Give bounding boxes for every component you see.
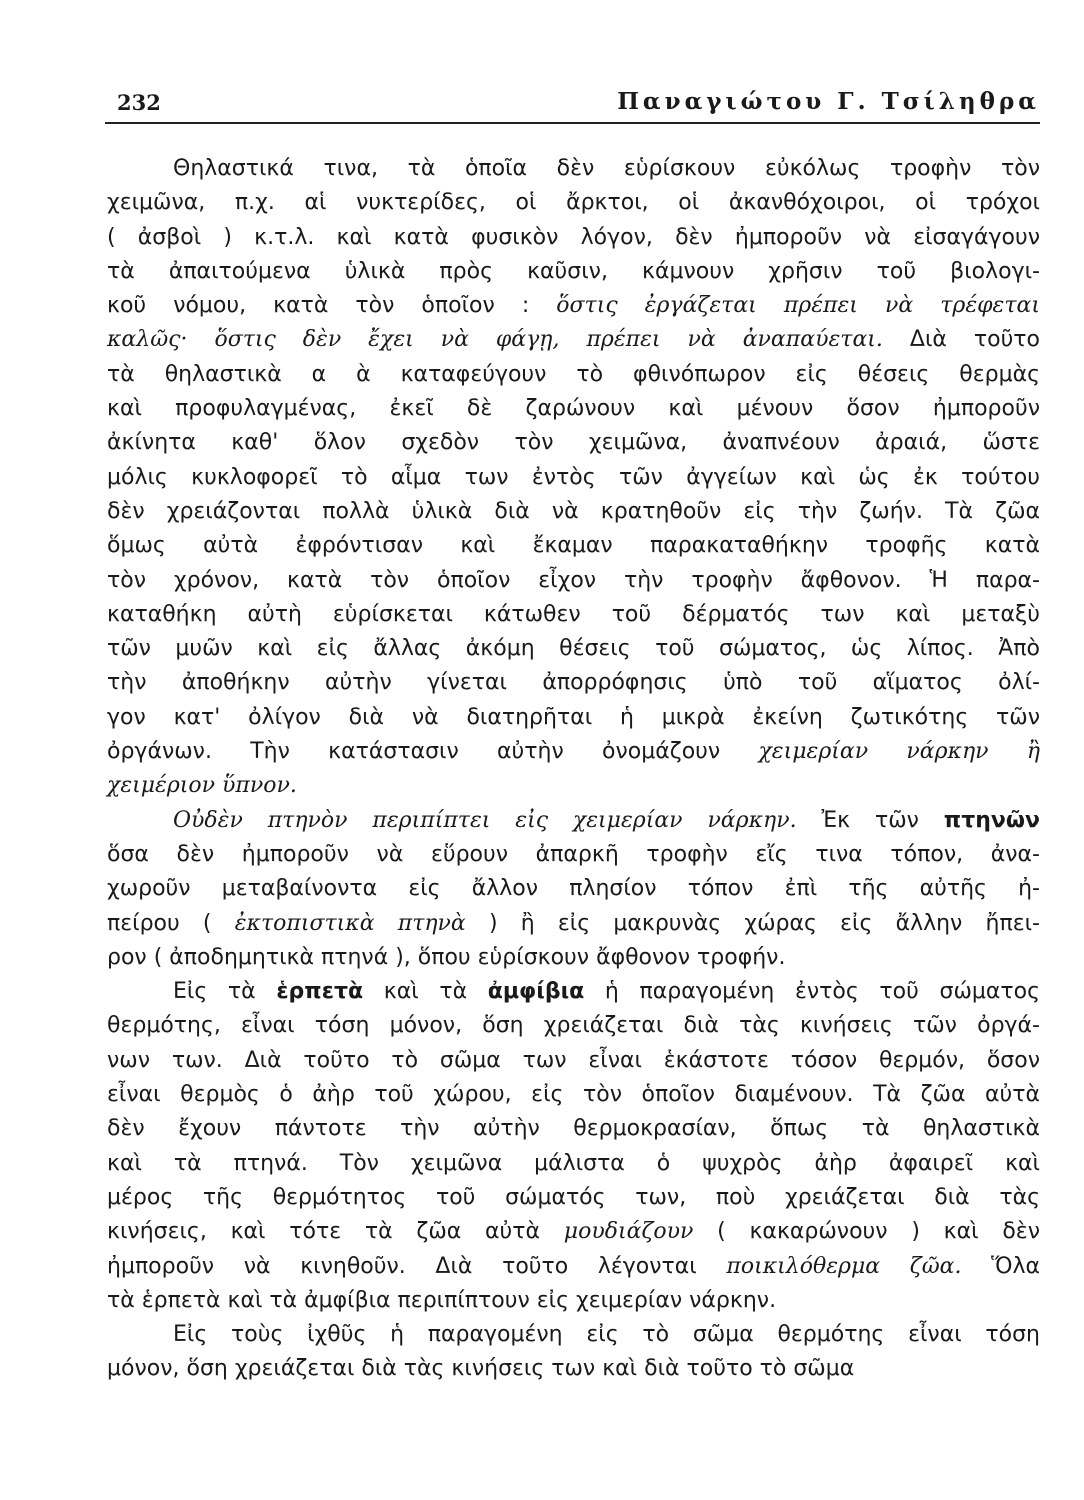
text-line (107, 564, 1040, 598)
text-span: ἡ παραγομένη ἐντὸς τοῦ σώματος (584, 979, 1040, 1005)
text-span: μόνον, ὅση χρειάζεται διὰ τὰς κινήσεις των καὶ διὰ τοῦτο τὸ σῶμα (107, 1356, 855, 1382)
text-line (107, 392, 1040, 426)
text-line (107, 975, 1040, 1009)
italic-span: χειμέριον ὕπνον. (107, 773, 297, 799)
text-span: ἀκίνητα καθ' ὅλον σχεδὸν τὸν χειμῶνα, ἀναπνέουν ἀραιά, ὥστε (107, 430, 1040, 456)
page-number: 232 (117, 90, 161, 115)
text-span: ὅσα δὲν ἠμποροῦν νὰ εὕρουν ἀπαρκῆ τροφὴν εἴς τινα τόπον, ἀνα- (107, 841, 1040, 867)
text-line (107, 941, 1040, 975)
text-span: εἶναι θερμὸς ὁ ἀὴρ τοῦ χώρου, εἰς τὸν ὁποῖον διαμένουν. Τὰ ζῶα αὐτὰ (107, 1082, 1040, 1108)
text-line (107, 221, 1040, 255)
text-span: Ὅλα (961, 1253, 1041, 1279)
italic-span: ὅστις ἐργάζεται πρέπει νὰ τρέφεται (556, 293, 1040, 319)
bold-span: πτηνῶν (943, 807, 1040, 833)
text-line (107, 289, 1040, 323)
text-span: ( κακαρώνουν ) καὶ δὲν (693, 1219, 1040, 1245)
text-span: ὀργάνων. Τὴν κατάστασιν αὐτὴν ὀνομάζουν (107, 739, 759, 765)
page-header (105, 88, 1040, 124)
italic-span: Οὐδὲν πτηνὸν περιπίπτει εἰς χειμερίαν νάρκην. (173, 807, 797, 833)
text-line (107, 461, 1040, 495)
text-line (107, 1044, 1040, 1078)
text-span: χειμῶνα, π.χ. αἱ νυκτερίδες, οἱ ἄρκτοι, οἱ ἀκανθόχοιροι, οἱ τρόχοι (107, 190, 1040, 216)
text-line (107, 1147, 1040, 1181)
text-span: ) ἢ εἰς μακρυνὰς χώρας εἰς ἄλλην ἤπει- (465, 910, 1040, 936)
text-line (107, 1284, 1040, 1318)
text-line (107, 1078, 1040, 1112)
text-span: μόλις κυκλοφορεῖ τὸ αἷμα των ἐντὸς τῶν ἀγγείων καὶ ὡς ἐκ τούτου (107, 464, 1040, 490)
text-line (107, 186, 1040, 220)
text-span: καὶ τὰ πτηνά. Τὸν χειμῶνα μάλιστα ὁ ψυχρὸς ἀὴρ ἀφαιρεῖ καὶ (107, 1150, 1040, 1176)
text-span: τῶν μυῶν καὶ εἰς ἄλλας ἀκόμη θέσεις τοῦ σώματος, ὡς λίπος. Ἀπὸ (107, 636, 1040, 662)
text-line (107, 769, 1040, 803)
text-line (107, 358, 1040, 392)
text-line (107, 872, 1040, 906)
text-line (107, 804, 1040, 838)
text-span: κοῦ νόμου, κατὰ τὸν ὁποῖον : (107, 293, 557, 319)
text-span: τὴν ἀποθήκην αὐτὴν γίνεται ἀπορρόφησις ὑπὸ τοῦ αἵματος ὀλί- (107, 670, 1040, 696)
body-text (107, 152, 1040, 1387)
text-span: καὶ προφυλαγμένας, ἐκεῖ δὲ ζαρώνουν καὶ μένουν ὅσον ἠμποροῦν (107, 396, 1040, 422)
text-span: Εἰς τοὺς ἰχθῦς ἡ παραγομένη εἰς τὸ σῶμα θερμότης εἶναι τόση (173, 1322, 1040, 1348)
text-line (107, 632, 1040, 666)
text-span: Θηλαστικά τινα, τὰ ὁποῖα δὲν εὑρίσκουν εὐκόλως τροφὴν τὸν (173, 156, 1040, 181)
text-line (107, 323, 1040, 357)
text-line (107, 907, 1040, 941)
italic-span: ποικιλόθερμα ζῶα. (726, 1253, 962, 1279)
text-span: νων των. Διὰ τοῦτο τὸ σῶμα των εἶναι ἑκάστοτε τόσον θερμόν, ὅσον (107, 1047, 1040, 1073)
text-line (107, 1112, 1040, 1146)
text-line (107, 1352, 1040, 1386)
text-span: μέρος τῆς θερμότητος τοῦ σώματός των, ποὺ χρειάζεται διὰ τὰς (107, 1184, 1040, 1210)
running-title: Παναγιώτου Γ. Τσίληθρα (617, 88, 1040, 115)
text-line (107, 255, 1040, 289)
text-span: τὰ ἀπαιτούμενα ὑλικὰ πρὸς καῦσιν, κάμνουν χρῆσιν τοῦ βιολογι- (107, 258, 1040, 284)
text-span: θερμότης, εἶναι τόση μόνον, ὅση χρειάζεται διὰ τὰς κινήσεις τῶν ὀργά- (107, 1013, 1040, 1039)
text-line (107, 666, 1040, 700)
italic-span: ἐκτοπιστικὰ πτηνὰ (234, 910, 466, 936)
bold-span: ἑρπετὰ (276, 979, 364, 1005)
text-line (107, 1250, 1040, 1284)
text-span: δὲν χρειάζονται πολλὰ ὑλικὰ διὰ νὰ κρατηθοῦν εἰς τὴν ζωήν. Τὰ ζῶα (107, 498, 1040, 524)
text-span: ( ἀσβοὶ ) κ.τ.λ. καὶ κατὰ φυσικὸν λόγον, δὲν ἠμποροῦν νὰ εἰσαγάγουν (107, 224, 1040, 250)
text-line (107, 598, 1040, 632)
italic-span: χειμερίαν νάρκην ἢ (758, 739, 1040, 765)
text-line (107, 495, 1040, 529)
text-span: τὰ θηλαστικὰ α ὰ καταφεύγουν τὸ φθινόπωρον εἰς θέσεις θερμὰς (107, 361, 1040, 387)
text-line (107, 838, 1040, 872)
text-span: τὰ ἑρπετὰ καὶ τὰ ἀμφίβια περιπίπτουν εἰς χειμερίαν νάρκην. (107, 1287, 777, 1313)
text-span: ἠμποροῦν νὰ κινηθοῦν. Διὰ τοῦτο λέγονται (107, 1253, 727, 1279)
text-line (107, 1215, 1040, 1249)
italic-span: καλῶς· ὅστις δὲν ἔχει νὰ φάγῃ, πρέπει νὰ ἀναπαύεται. (107, 327, 883, 353)
italic-span: μουδιάζουν (563, 1219, 694, 1245)
text-span: γον κατ' ὀλίγον διὰ νὰ διατηρῆται ἡ μικρὰ ἐκείνη ζωτικότης τῶν (107, 704, 1040, 730)
text-span: Διὰ τοῦτο (882, 327, 1041, 353)
text-span: πείρου ( (107, 910, 235, 936)
text-line (107, 701, 1040, 735)
text-line (107, 152, 1040, 186)
text-span: ὅμως αὐτὰ ἐφρόντισαν καὶ ἔκαμαν παρακαταθήκην τροφῆς κατὰ (107, 533, 1040, 559)
text-span: Ἐκ τῶν (796, 807, 944, 833)
bold-span: ἀμφίβια (487, 979, 585, 1005)
text-span: δὲν ἔχουν πάντοτε τὴν αὐτὴν θερμοκρασίαν, ὅπως τὰ θηλαστικὰ (107, 1116, 1040, 1142)
text-span: τὸν χρόνον, κατὰ τὸν ὁποῖον εἶχον τὴν τροφὴν ἄφθονον. Ἡ παρα- (107, 567, 1040, 593)
text-line (107, 1181, 1040, 1215)
text-span: χωροῦν μεταβαίνοντα εἰς ἄλλον πλησίον τόπον ἐπὶ τῆς αὐτῆς ἠ- (107, 876, 1040, 902)
text-line (107, 1009, 1040, 1043)
text-span: καὶ τὰ (363, 979, 488, 1005)
text-line (107, 1318, 1040, 1352)
text-span: ρον ( ἀποδημητικὰ πτηνά ), ὅπου εὑρίσκουν ἄφθονον τροφήν. (107, 944, 786, 970)
text-span: Εἰς τὰ (173, 979, 277, 1005)
text-line (107, 735, 1040, 769)
text-line (107, 529, 1040, 563)
text-line (107, 426, 1040, 460)
text-span: καταθήκη αὐτὴ εὑρίσκεται κάτωθεν τοῦ δέρματός των καὶ μεταξὺ (107, 601, 1040, 627)
text-span: κινήσεις, καὶ τότε τὰ ζῶα αὐτὰ (107, 1219, 564, 1245)
